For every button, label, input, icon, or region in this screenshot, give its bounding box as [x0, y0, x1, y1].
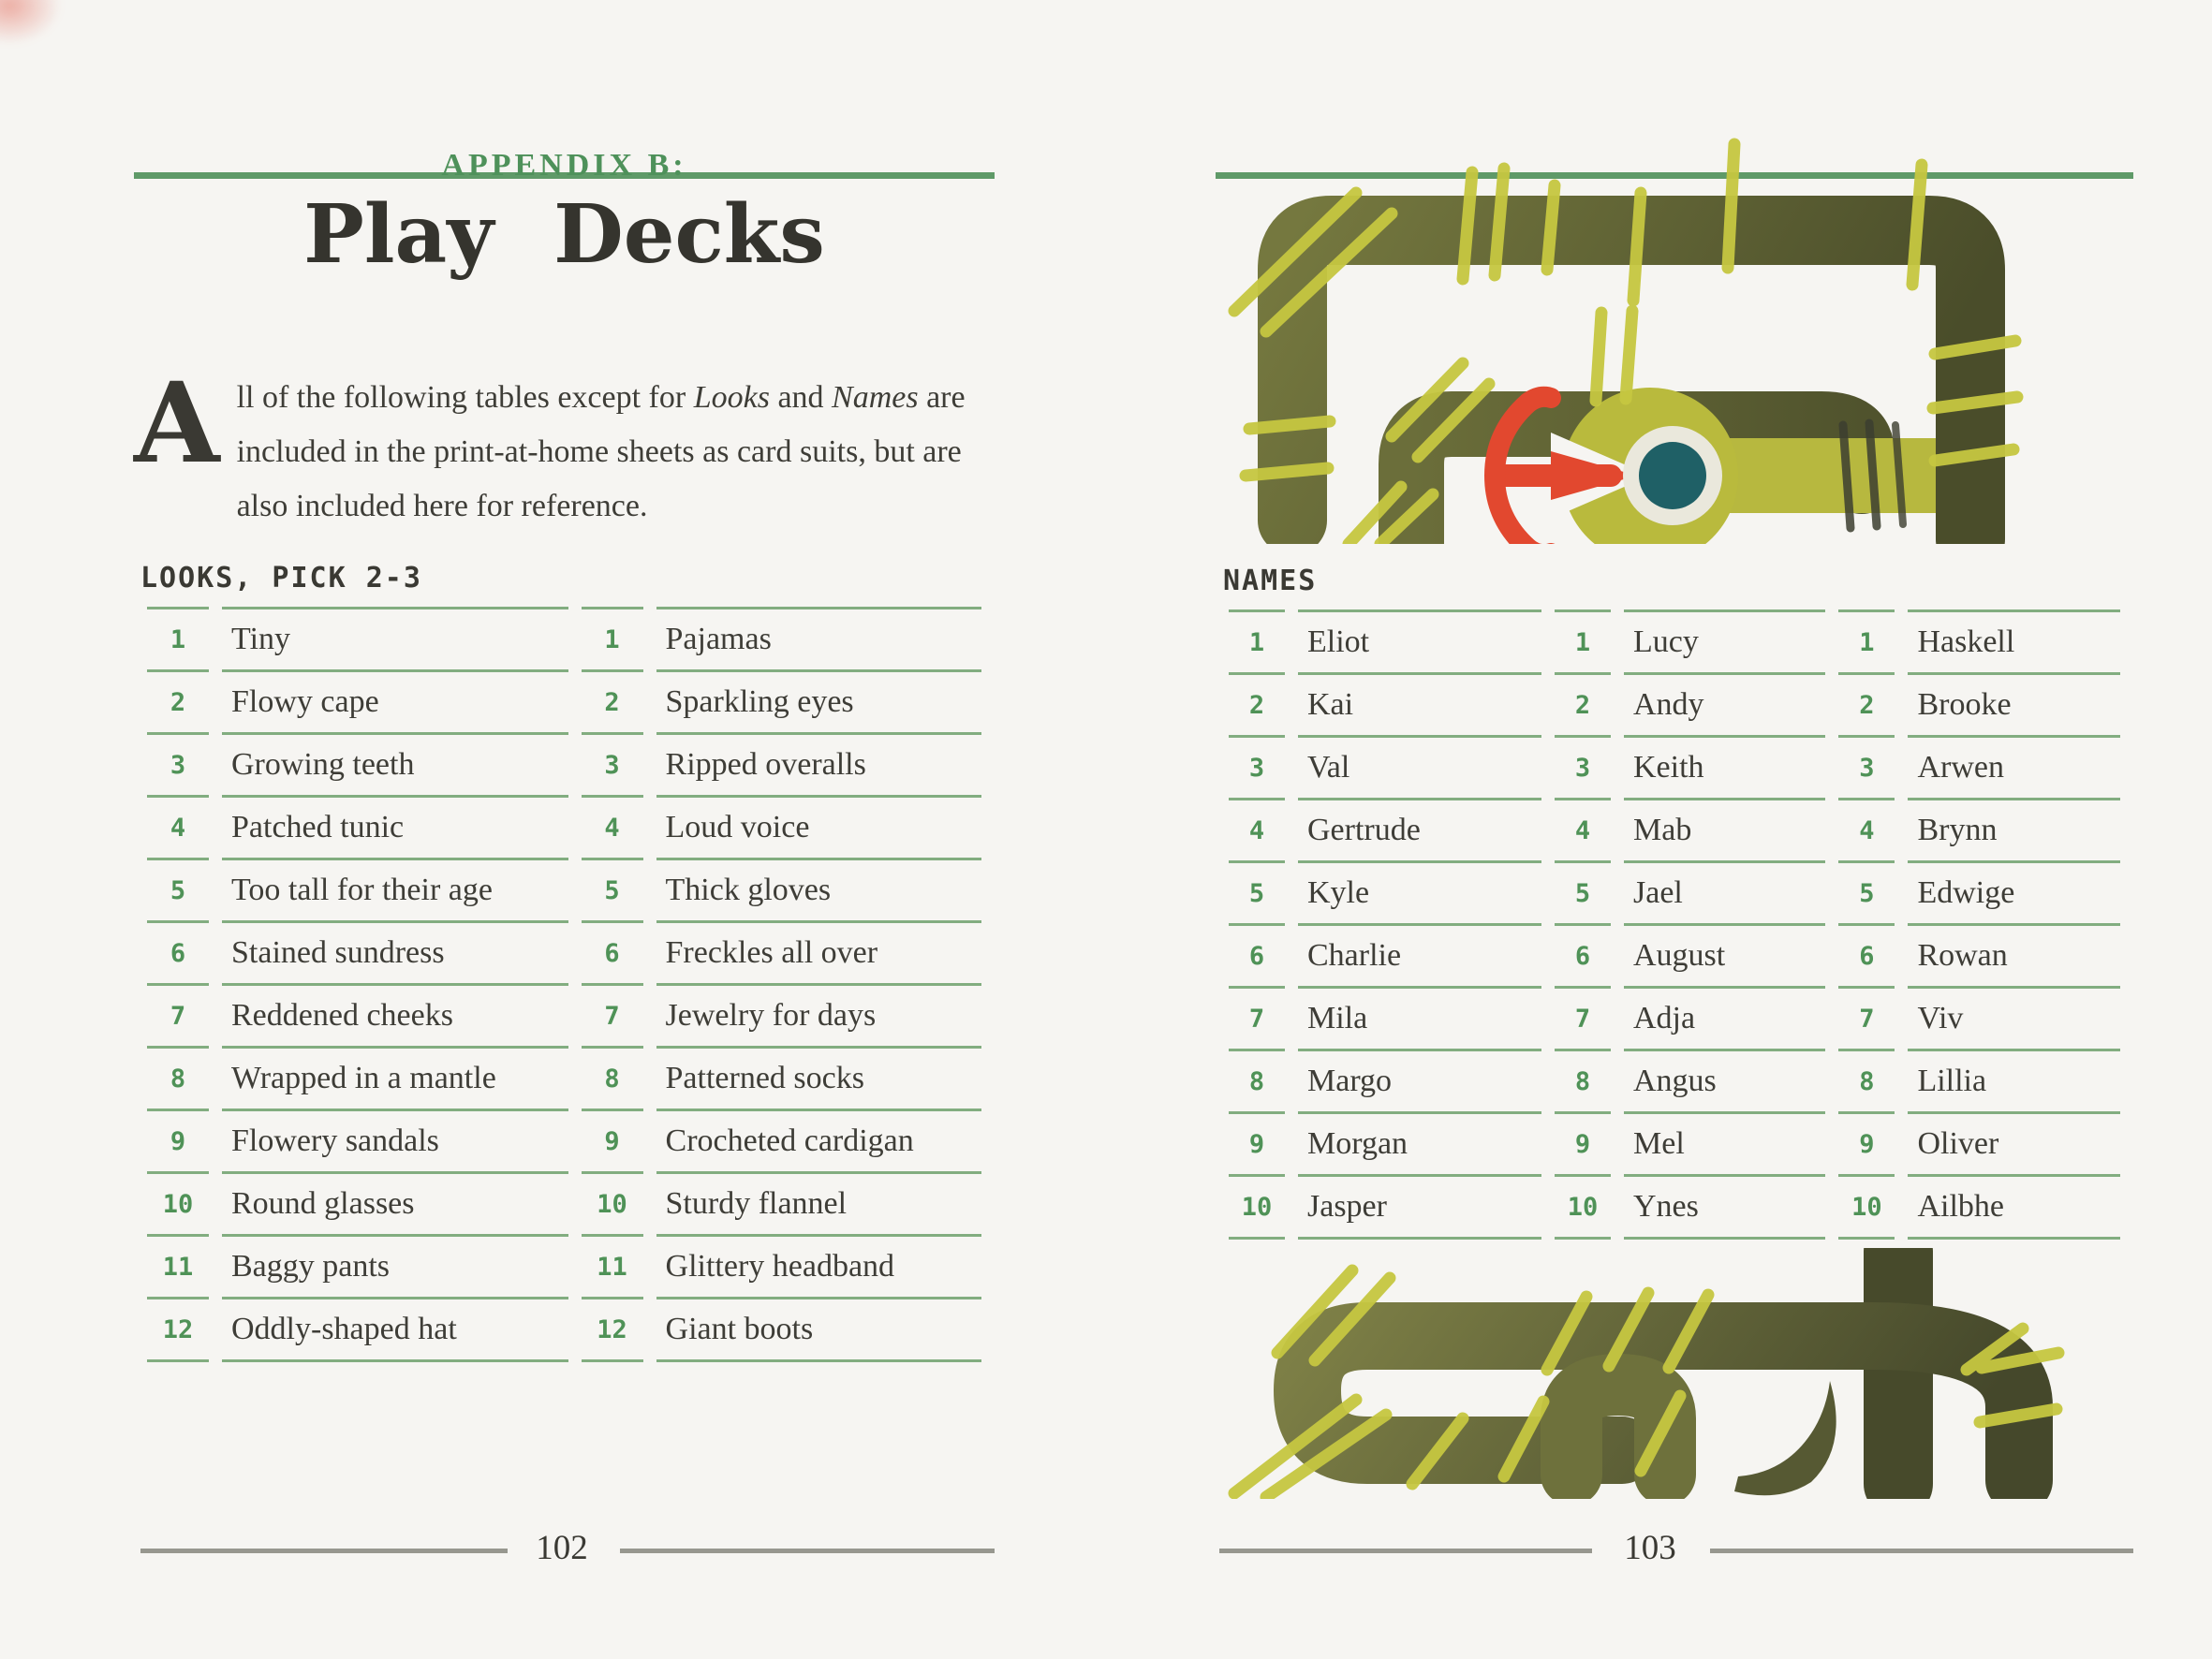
table-row [147, 672, 981, 735]
row-label: Pajamas [656, 607, 981, 672]
table-row [1229, 609, 2120, 675]
row-label: Jewelry for days [656, 986, 981, 1049]
page-title: Play Decks [303, 187, 825, 282]
row-number: 1 [1555, 609, 1611, 675]
row-number: 2 [1838, 675, 1895, 738]
row-label: Kai [1298, 675, 1541, 738]
table-row [1229, 800, 2120, 863]
row-number: 7 [1229, 989, 1285, 1051]
table-row [1229, 1177, 2120, 1240]
looks-table-header: LOOKS, PICK 2-3 [140, 562, 422, 595]
looks-table [134, 607, 995, 1362]
row-label: Stained sundress [222, 923, 568, 986]
row-label: Morgan [1298, 1114, 1541, 1177]
row-number: 3 [582, 735, 643, 798]
table-row [1229, 863, 2120, 926]
row-number: 9 [1229, 1114, 1285, 1177]
row-number: 5 [147, 860, 209, 923]
footer-rule [620, 1549, 995, 1553]
row-label: Viv [1908, 989, 2120, 1051]
footer-rule [140, 1549, 508, 1553]
row-label: Angus [1624, 1051, 1825, 1114]
row-label: Kyle [1298, 863, 1541, 926]
row-number: 4 [1838, 800, 1895, 863]
table-row [147, 1237, 981, 1299]
row-label: Adja [1624, 989, 1825, 1051]
row-number: 1 [1229, 609, 1285, 675]
row-label: Patched tunic [222, 798, 568, 860]
row-label: Brooke [1908, 675, 2120, 738]
row-label: Jael [1624, 863, 1825, 926]
row-number: 6 [147, 923, 209, 986]
snake-eye [1639, 442, 1706, 509]
row-number: 10 [147, 1174, 209, 1237]
footer-rule [1710, 1549, 2133, 1553]
intro-italic-looks: Looks [693, 380, 770, 415]
row-label: Giant boots [656, 1299, 981, 1362]
row-number: 8 [1838, 1051, 1895, 1114]
row-label: Keith [1624, 738, 1825, 800]
appendix-label: APPENDIX B: [441, 148, 687, 183]
row-number: 7 [1555, 989, 1611, 1051]
names-table-header: NAMES [1223, 565, 1318, 597]
row-number: 11 [582, 1237, 643, 1299]
page-number-right: 103 [1624, 1529, 1676, 1567]
row-label: Ailbhe [1908, 1177, 2120, 1240]
table-row [147, 1174, 981, 1237]
row-number: 4 [1229, 800, 1285, 863]
row-number: 2 [582, 672, 643, 735]
row-number: 4 [582, 798, 643, 860]
row-number: 2 [1229, 675, 1285, 738]
row-label: Haskell [1908, 609, 2120, 675]
table-row [1229, 926, 2120, 989]
table-row [147, 798, 981, 860]
row-label: Sparkling eyes [656, 672, 981, 735]
row-label: Freckles all over [656, 923, 981, 986]
row-label: Eliot [1298, 609, 1541, 675]
table-row [147, 923, 981, 986]
row-label: Margo [1298, 1051, 1541, 1114]
intro-text: are included in the print-at-home sheets as card suits, but are also included here for reference. [236, 380, 966, 523]
table-row [147, 986, 981, 1049]
row-label: Brynn [1908, 800, 2120, 863]
row-label: Arwen [1908, 738, 2120, 800]
row-label: Reddened cheeks [222, 986, 568, 1049]
intro-italic-names: Names [832, 380, 919, 415]
row-number: 5 [1838, 863, 1895, 926]
snake-tail [1734, 1381, 1836, 1495]
table-row [1229, 675, 2120, 738]
row-label: Baggy pants [222, 1237, 568, 1299]
table-row [147, 860, 981, 923]
row-number: 2 [147, 672, 209, 735]
row-label: Glittery headband [656, 1237, 981, 1299]
row-number: 6 [582, 923, 643, 986]
row-number: 3 [1555, 738, 1611, 800]
row-label: August [1624, 926, 1825, 989]
row-number: 9 [147, 1111, 209, 1174]
row-label: Sturdy flannel [656, 1174, 981, 1237]
row-label: Wrapped in a mantle [222, 1049, 568, 1111]
row-number: 12 [582, 1299, 643, 1362]
table-row [147, 1299, 981, 1362]
row-label: Charlie [1298, 926, 1541, 989]
row-label: Mab [1624, 800, 1825, 863]
table-row [147, 1049, 981, 1111]
row-number: 8 [582, 1049, 643, 1111]
row-number: 7 [1838, 989, 1895, 1051]
row-number: 10 [1555, 1177, 1611, 1240]
row-label: Loud voice [656, 798, 981, 860]
row-label: Round glasses [222, 1174, 568, 1237]
row-number: 9 [582, 1111, 643, 1174]
row-number: 5 [582, 860, 643, 923]
page-number-left: 102 [536, 1529, 588, 1567]
row-label: Ynes [1624, 1177, 1825, 1240]
table-row [1229, 1114, 2120, 1177]
row-label: Lillia [1908, 1051, 2120, 1114]
row-label: Jasper [1298, 1177, 1541, 1240]
table-row [147, 607, 981, 672]
row-label: Tiny [222, 607, 568, 672]
drop-cap: A [134, 358, 220, 488]
row-label: Patterned socks [656, 1049, 981, 1111]
snake-coil-maze-illustration [1217, 127, 2060, 544]
row-number: 10 [582, 1174, 643, 1237]
row-label: Gertrude [1298, 800, 1541, 863]
names-table [1216, 609, 2133, 1240]
row-number: 1 [582, 607, 643, 672]
footer-rule [1219, 1549, 1592, 1553]
row-number: 9 [1555, 1114, 1611, 1177]
row-label: Lucy [1624, 609, 1825, 675]
row-number: 5 [1555, 863, 1611, 926]
row-number: 12 [147, 1299, 209, 1362]
row-label: Thick gloves [656, 860, 981, 923]
row-label: Flowy cape [222, 672, 568, 735]
row-label: Growing teeth [222, 735, 568, 798]
table-row [1229, 989, 2120, 1051]
row-number: 6 [1838, 926, 1895, 989]
row-label: Val [1298, 738, 1541, 800]
row-number: 8 [1555, 1051, 1611, 1114]
row-number: 3 [1229, 738, 1285, 800]
row-number: 6 [1229, 926, 1285, 989]
row-number: 9 [1838, 1114, 1895, 1177]
intro-text: and [769, 380, 833, 415]
row-number: 2 [1555, 675, 1611, 738]
intro-text: ll of the following tables except for [236, 380, 694, 415]
row-number: 3 [147, 735, 209, 798]
row-number: 11 [147, 1237, 209, 1299]
row-label: Oddly-shaped hat [222, 1299, 568, 1362]
row-number: 8 [147, 1049, 209, 1111]
row-number: 4 [1555, 800, 1611, 863]
row-label: Andy [1624, 675, 1825, 738]
row-number: 5 [1229, 863, 1285, 926]
row-label: Mel [1624, 1114, 1825, 1177]
row-label: Oliver [1908, 1114, 2120, 1177]
table-row [147, 1111, 981, 1174]
row-number: 7 [582, 986, 643, 1049]
row-label: Crocheted cardigan [656, 1111, 981, 1174]
row-number: 10 [1229, 1177, 1285, 1240]
intro-paragraph [134, 358, 997, 534]
row-number: 10 [1838, 1177, 1895, 1240]
row-label: Too tall for their age [222, 860, 568, 923]
row-label: Flowery sandals [222, 1111, 568, 1174]
row-number: 6 [1555, 926, 1611, 989]
row-number: 1 [147, 607, 209, 672]
row-number: 4 [147, 798, 209, 860]
row-label: Edwige [1908, 863, 2120, 926]
red-paint-smudge [0, 0, 62, 45]
row-number: 7 [147, 986, 209, 1049]
table-row [1229, 738, 2120, 800]
row-label: Mila [1298, 989, 1541, 1051]
row-label: Rowan [1908, 926, 2120, 989]
snake-body-tail-illustration [1217, 1248, 2070, 1499]
row-number: 1 [1838, 609, 1895, 675]
row-number: 3 [1838, 738, 1895, 800]
table-row [147, 735, 981, 798]
row-label: Ripped overalls [656, 735, 981, 798]
row-number: 8 [1229, 1051, 1285, 1114]
table-row [1229, 1051, 2120, 1114]
